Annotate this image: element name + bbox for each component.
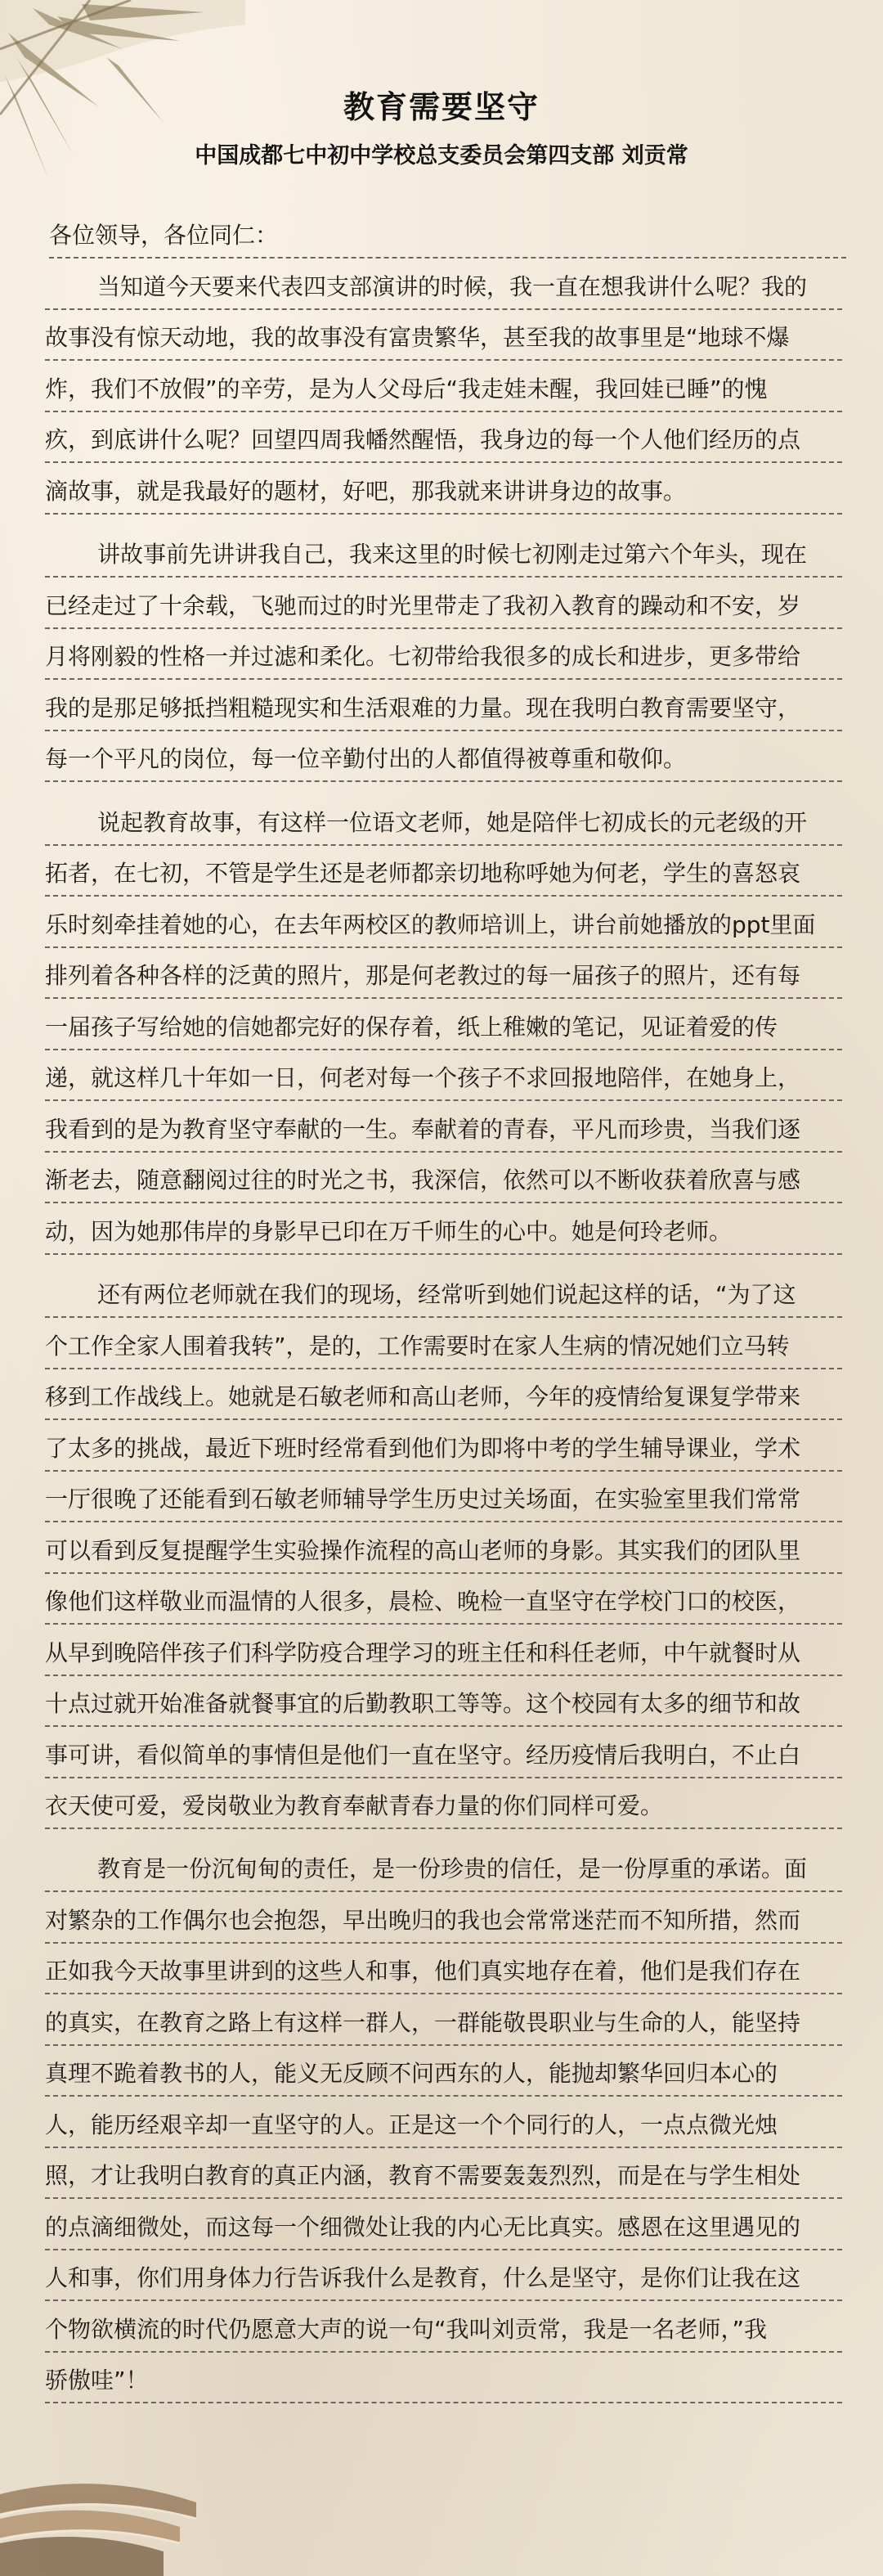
text-line: 照，才让我明白教育的真正内涵，教育不需要轰轰烈烈，而是在与学生相处 xyxy=(45,2155,842,2199)
text-line: 十点过就开始准备就餐事宜的后勤教职工等等。这个校园有太多的细节和故 xyxy=(45,1683,842,1727)
text-line: 的点滴细微处，而这每一个细微处让我的内心无比真实。感恩在这里遇见的 xyxy=(45,2206,842,2250)
text-line: 讲故事前先讲讲我自己，我来这里的时候七初刚走过第六个年头，现在 xyxy=(45,533,842,578)
text-line: 疚，到底讲什么呢？回望四周我幡然醒悟，我身边的每一个人他们经历的点 xyxy=(45,419,842,463)
text-line: 教育是一份沉甸甸的责任，是一份珍贵的信任，是一份厚重的承诺。面 xyxy=(45,1848,842,1892)
text-line: 骄傲哇”！ xyxy=(45,2359,842,2403)
text-line: 个物欲横流的时代仍愿意大声的说一句“我叫刘贡常，我是一名老师，”我 xyxy=(45,2309,842,2353)
text-line: 对繁杂的工作偶尔也会抱怨，早出晚归的我也会常常迷茫而不知所措，然而 xyxy=(45,1899,842,1944)
text-line: 递，就这样几十年如一日，何老对每一个孩子不求回报地陪伴，在她身上， xyxy=(45,1057,842,1101)
text-line: 拓者，在七初，不管是学生还是老师都亲切地称呼她为何老，学生的喜怒哀 xyxy=(45,852,842,897)
text-line: 衣天使可爱，爱岗敬业为教育奉献青春力量的你们同样可爱。 xyxy=(45,1785,842,1829)
text-line: 月将刚毅的性格一并过滤和柔化。七初带给我很多的成长和进步，更多带给 xyxy=(45,636,842,680)
text-line: 我的是那足够抵挡粗糙现实和生活艰难的力量。现在我明白教育需要坚守， xyxy=(45,687,842,731)
text-line: 了太多的挑战，最近下班时经常看到他们为即将中考的学生辅导课业，学术 xyxy=(45,1427,842,1472)
text-line: 个工作全家人围着我转”，是的，工作需要时在家人生病的情况她们立马转 xyxy=(45,1325,842,1369)
text-line: 一厅很晚了还能看到石敏老师辅导学生历史过关场面，在实验室里我们常常 xyxy=(45,1478,842,1522)
text-line: 已经走过了十余载，飞驰而过的时光里带走了我初入教育的躁动和不安，岁 xyxy=(45,585,842,629)
text-line: 排列着各种各样的泛黄的照片，那是何老教过的每一届孩子的照片，还有每 xyxy=(45,955,842,999)
text-line: 正如我今天故事里讲到的这些人和事，他们真实地存在着，他们是我们存在 xyxy=(45,1950,842,1994)
text-line: 移到工作战线上。她就是石敏老师和高山老师，今年的疫情给复课复学带来 xyxy=(45,1376,842,1420)
document-title: 教育需要坚守 xyxy=(343,88,540,125)
text-line: 还有两位老师就在我们的现场，经常听到她们说起这样的话，“为了这 xyxy=(45,1274,842,1318)
text-line: 乐时刻牵挂着她的心，在去年两校区的教师培训上，讲台前她播放的ppt里面 xyxy=(45,904,842,948)
text-line: 说起教育故事，有这样一位语文老师，她是陪伴七初成长的元老级的开 xyxy=(45,802,842,846)
text-line: 滴故事，就是我最好的题材，好吧，那我就来讲讲身边的故事。 xyxy=(45,470,842,515)
text-line: 每一个平凡的岗位，每一位辛勤付出的人都值得被尊重和敬仰。 xyxy=(45,738,842,782)
text-line: 真理不跪着教书的人，能义无反顾不问西东的人，能抛却繁华回归本心的 xyxy=(45,2052,842,2097)
text-line: 一届孩子写给她的信她都完好的保存着，纸上稚嫩的笔记，见证着爱的传 xyxy=(45,1006,842,1050)
text-line: 动，因为她那伟岸的身影早已印在万千师生的心中。她是何玲老师。 xyxy=(45,1211,842,1255)
text-line: 像他们这样敬业而温情的人很多，晨检、晚检一直坚守在学校门口的校医， xyxy=(45,1580,842,1625)
text-line: 人，能历经艰辛却一直坚守的人。正是这一个个同行的人，一点点微光烛 xyxy=(45,2104,842,2148)
text-line: 炸，我们不放假”的辛劳，是为人父母后“我走娃未醒，我回娃已睡”的愧 xyxy=(45,368,842,412)
text-line: 我看到的是为教育坚守奉献的一生。奉献着的青春，平凡而珍贵，当我们逐 xyxy=(45,1108,842,1153)
greeting-line: 各位领导，各位同仁： xyxy=(49,214,846,258)
text-line: 可以看到反复提醒学生实验操作流程的高山老师的身影。其实我们的团队里 xyxy=(45,1530,842,1574)
text-line: 当知道今天要来代表四支部演讲的时候，我一直在想我讲什么呢？我的 xyxy=(45,266,842,310)
text-line: 故事没有惊天动地，我的故事没有富贵繁华，甚至我的故事里是“地球不爆 xyxy=(45,317,842,361)
books-decoration xyxy=(0,2470,213,2576)
text-line: 事可讲，看似简单的事情但是他们一直在坚守。经历疫情后我明白，不止白 xyxy=(45,1734,842,1778)
text-line: 从早到晚陪伴孩子们科学防疫合理学习的班主任和科任老师，中午就餐时从 xyxy=(45,1632,842,1676)
text-line: 渐老去，随意翻阅过往的时光之书，我深信，依然可以不断收获着欣喜与感 xyxy=(45,1159,842,1203)
text-line: 人和事，你们用身体力行告诉我什么是教育，什么是坚守，是你们让我在这 xyxy=(45,2257,842,2301)
text-line: 的真实，在教育之路上有这样一群人，一群能敬畏职业与生命的人，能坚持 xyxy=(45,2002,842,2046)
document-subtitle: 中国成都七中初中学校总支委员会第四支部 刘贡常 xyxy=(195,143,688,169)
